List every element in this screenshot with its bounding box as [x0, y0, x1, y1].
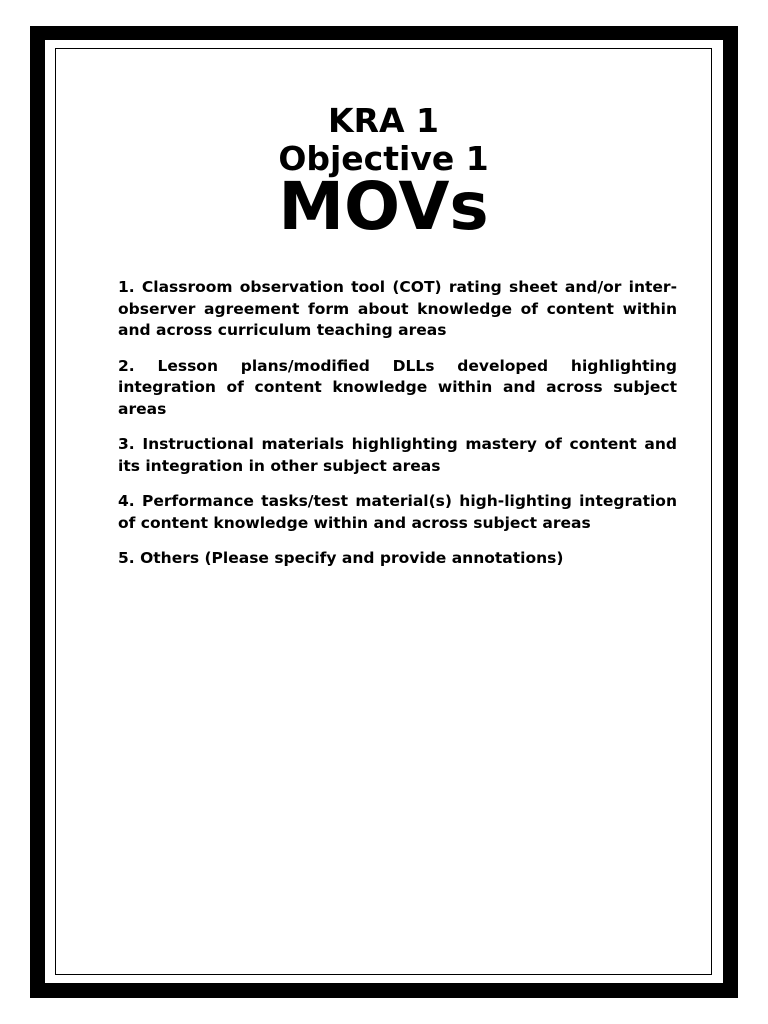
- mov-list: [118, 277, 677, 584]
- title-objective: Objective 1: [278, 139, 489, 178]
- title-movs: MOVs: [278, 168, 489, 245]
- mov-item-4: 4. Performance tasks/test material(s) high-lighting integration of content knowledge within and across subject areas: [118, 492, 677, 532]
- mov-item-1: 1. Classroom observation tool (COT) rating sheet and/or inter-observer agreement form about knowledge of content within and across curriculum teaching areas: [118, 278, 677, 339]
- mov-item-3: 3. Instructional materials highlighting mastery of content and its integration in other subject areas: [118, 435, 677, 475]
- mov-item-2: 2. Lesson plans/modified DLLs developed highlighting integration of content knowledge within and across subject areas: [118, 356, 677, 418]
- title-kra: KRA 1: [328, 101, 439, 140]
- mov-item-5: 5. Others (Please specify and provide annotations): [118, 549, 564, 567]
